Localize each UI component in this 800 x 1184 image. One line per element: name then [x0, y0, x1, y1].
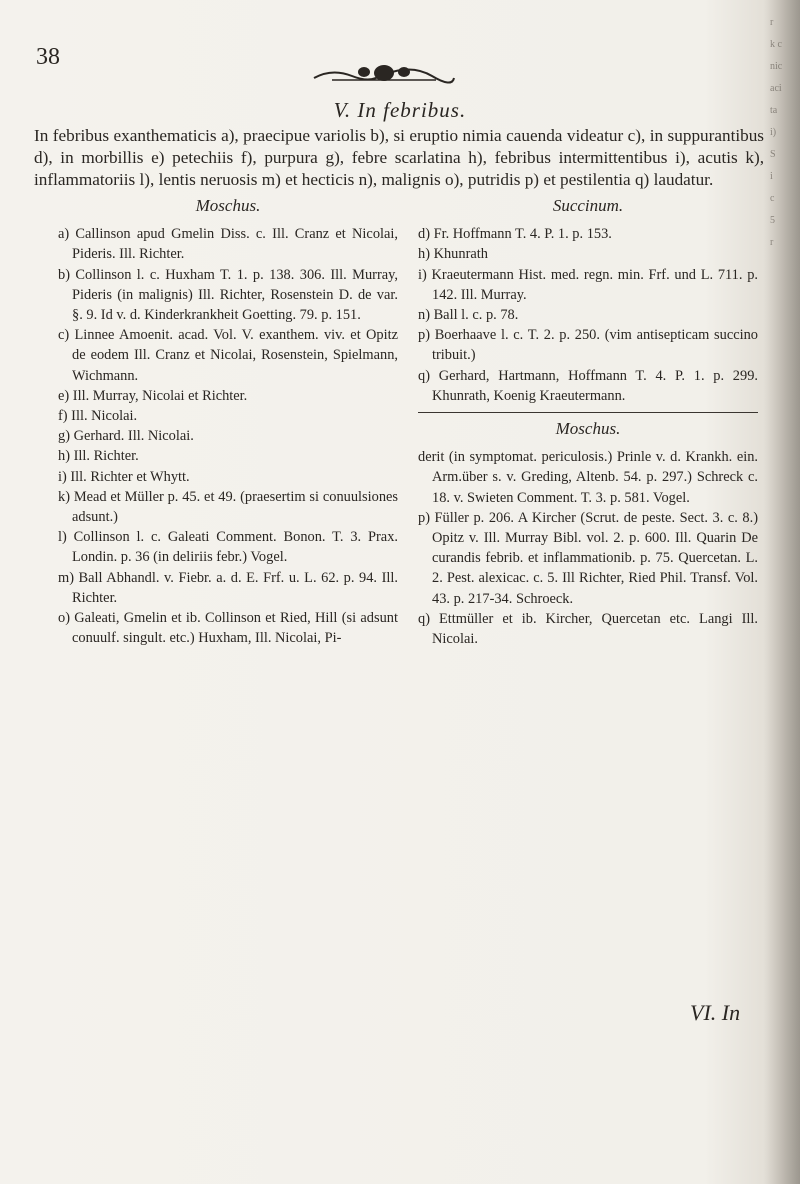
bleed-glyph: ta	[770, 105, 778, 116]
column-divider-rule	[418, 412, 758, 413]
footnote-entry: a) Callinson apud Gmelin Diss. c. Ill. Cranz et Nicolai, Pideris. Ill. Richter.	[58, 226, 398, 263]
left-column-heading: Moschus.	[195, 196, 261, 215]
catchword: VI. In	[690, 1000, 741, 1025]
footnote-entry: o) Galeati, Gmelin et ib. Collinson et Ried, Hill (si adsunt conuulf. singult. etc.) Huxham, Ill. Nicolai, Pi-	[58, 610, 398, 647]
footnote-entry: c) Linnee Amoenit. acad. Vol. V. exanthem. viv. et Opitz de eodem Ill. Cranz et Nicolai, Rosenstein, Spielmann, Wichmann.	[58, 327, 398, 384]
footnote-entry: g) Gerhard. Ill. Nicolai.	[58, 428, 194, 445]
right-column-heading: Succinum.	[552, 196, 624, 215]
footnote-entry: p) Füller p. 206. A Kircher (Scrut. de peste. Sect. 3. c. 8.) Opitz v. Ill. Murray Bibl. vol. 2. p. 600. Ill. Quarin De curandis febrib. et inflammationib. p. 75. Quercetan. L. 2. Pest. alexicac. c. 5. Ill Richter, Ried Phil. Transf. Vol. 43. p. 217-34. Schroeck.	[418, 509, 758, 607]
footnote-entry: q) Gerhard, Hartmann, Hoffmann T. 4. P. 1. p. 299. Khunrath, Koenig Kraeutermann.	[418, 367, 758, 404]
bleed-glyph: S	[770, 149, 776, 160]
left-column	[58, 196, 398, 648]
bleed-glyph: c	[770, 193, 775, 204]
footnote-entry: l) Collinson l. c. Galeati Comment. Bonon. T. 3. Prax. Londin. p. 36 (in deliriis febr.) Vogel.	[58, 529, 398, 566]
footnote-entry: derit (in symptomat. periculosis.) Prinle v. d. Krankh. ein. Arm.über s. v. Greding, Altenb. 54. p. 297.) Schreck c. 18. v. Swieten Comment. T. 3. p. 581. Vogel.	[418, 449, 758, 506]
bleed-glyph: i)	[770, 127, 777, 138]
decorative-headpiece-icon	[312, 60, 456, 86]
bleed-through-text	[770, 12, 798, 254]
footnote-entry: e) Ill. Murray, Nicolai et Richter.	[58, 387, 248, 404]
footnote-entry: b) Collinson l. c. Huxham T. 1. p. 138. 306. Ill. Murray, Pideris (in malignis) Ill. Richter, Rosenstein D. de var. §. 9. Id v. d. Kinderkrankheit Goetting. 79. p. 151.	[58, 266, 398, 324]
bleed-glyph: i	[770, 171, 773, 182]
bleed-glyph: aci	[770, 83, 782, 94]
intro-paragraph: In febribus exanthematicis a), praecipue variolis b), si eruptio nimia cauenda videatur c), in suppurantibus d), in morbillis e) petechiis f), purpura g), febre scarlatina h), febribus intermittentibus i), acutis k), inflammatoriis l), lentis neruosis m) et hecticis n), malignis o), putridis p) et pestilentia q) laudatur.	[34, 126, 764, 189]
bleed-glyph: k c	[770, 39, 782, 50]
footnote-entry: i) Ill. Richter et Whytt.	[58, 468, 190, 485]
right-column-heading-2: Moschus.	[555, 419, 621, 439]
footnote-entry: n) Ball l. c. p. 78.	[418, 307, 519, 324]
footnote-entry: f) Ill. Nicolai.	[58, 408, 138, 425]
footnote-entry: i) Kraeutermann Hist. med. regn. min. Frf. und L. 711. p. 142. Ill. Murray.	[418, 266, 758, 303]
footnote-entry: h) Ill. Richter.	[58, 448, 139, 465]
footnote-entry: m) Ball Abhandl. v. Fiebr. a. d. E. Frf. u. L. 62. p. 94. Ill. Richter.	[58, 569, 398, 606]
footnote-entry: k) Mead et Müller p. 45. et 49. (praesertim si conuulsiones adsunt.)	[58, 488, 398, 526]
footnote-entry: q) Ettmüller et ib. Kircher, Quercetan etc. Langi Ill. Nicolai.	[418, 610, 758, 648]
bleed-glyph: nic	[770, 61, 783, 72]
footnote-entry: d) Fr. Hoffmann T. 4. P. 1. p. 153.	[418, 226, 612, 243]
footnote-entry: p) Boerhaave l. c. T. 2. p. 250. (vim antisepticam succino tribuit.)	[418, 327, 758, 364]
bleed-glyph: r	[770, 17, 774, 28]
adjacent-page-edge	[764, 0, 800, 1184]
right-column	[418, 196, 758, 649]
section-heading: V. In febribus.	[333, 98, 467, 122]
page-number: 38	[36, 44, 60, 70]
footnote-entry: h) Khunrath	[418, 246, 488, 263]
bleed-glyph: 5	[770, 215, 775, 226]
bleed-glyph: r	[770, 237, 774, 248]
